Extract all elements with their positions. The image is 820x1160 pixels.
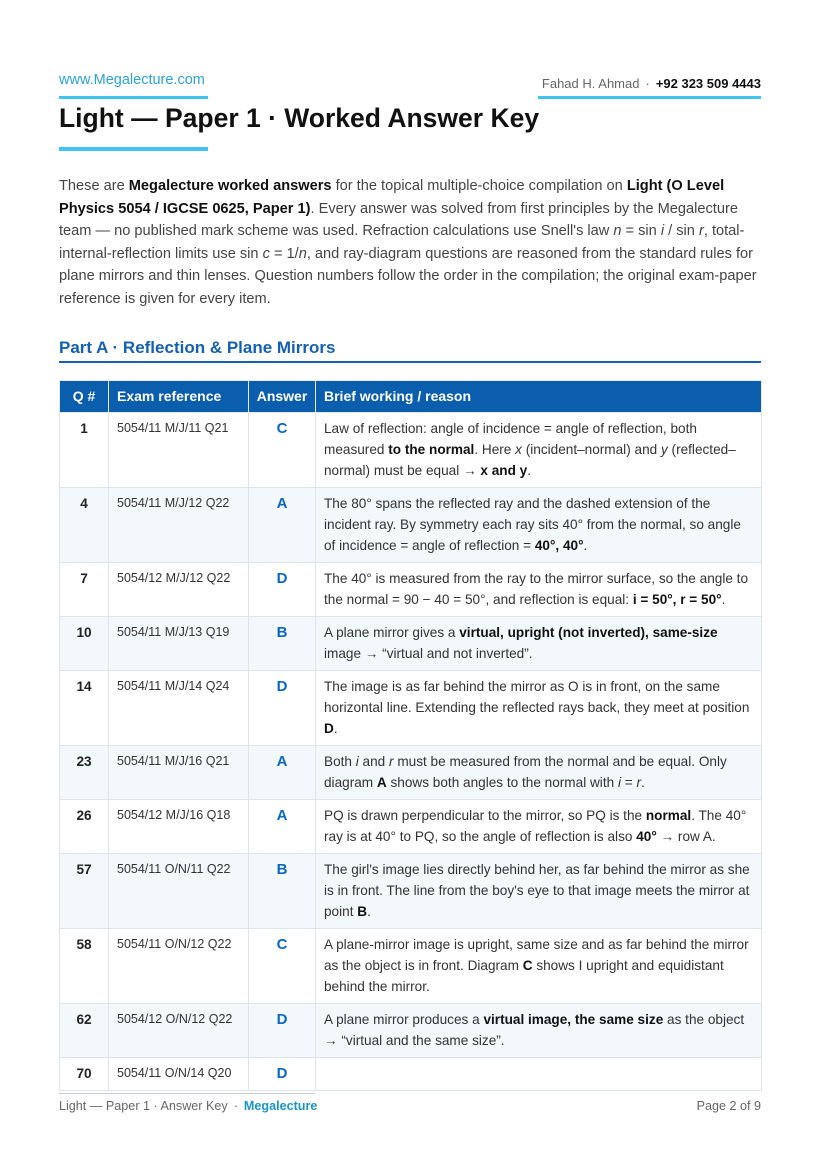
working-text: The 40° is measured from the ray to the mirror surface, so the angle to the normal = 90 − 40 = 50°, and reflection is equal:	[324, 571, 749, 607]
footer-separator: ·	[233, 1099, 238, 1113]
question-number: 10	[60, 617, 109, 671]
working-text: x	[515, 442, 522, 457]
working-text: x and y	[480, 463, 528, 478]
question-number: 62	[60, 1004, 109, 1058]
exam-reference: 5054/12 O/N/12 Q22	[109, 1004, 249, 1058]
exam-reference: 5054/11 O/N/11 Q22	[109, 854, 249, 929]
intro-text: for the topical multiple-choice compilation on	[331, 178, 627, 194]
intro-bold: Light (O Level Physics 5054 / IGCSE 0625, Paper 1)	[59, 178, 725, 217]
intro-text: / sin	[664, 223, 699, 240]
working-text: A plane-mirror image is upright, same size and as far behind the mirror as the object is in front. Diagram	[324, 937, 749, 973]
question-number: 4	[60, 488, 109, 563]
working-text: Law of reflection: angle of incidence = angle of reflection, both measured	[324, 421, 697, 457]
answer-letter: C	[249, 413, 316, 488]
working-text: shows both angles to the normal with	[386, 775, 618, 790]
working-text: .	[583, 538, 588, 553]
table-row	[60, 1004, 762, 1058]
working-text: 40°	[636, 829, 657, 844]
answer-letter: D	[249, 563, 316, 617]
working-text: . Here	[474, 442, 516, 457]
question-number: 58	[60, 929, 109, 1004]
intro-text: . Every answer was solved from first principles by the Megalecture team — no published mark scheme was used. Refraction calculations use Snell's law	[59, 200, 738, 240]
table-header-row	[60, 381, 762, 413]
table-row	[60, 800, 762, 854]
site-link[interactable]: www.Megalecture.com	[59, 72, 205, 88]
answer-letter: A	[249, 488, 316, 563]
exam-reference: 5054/11 M/J/12 Q22	[109, 488, 249, 563]
working-text: virtual, upright (not inverted), same-size	[459, 625, 718, 640]
intro-italic: r	[698, 223, 704, 240]
answer-letter: B	[249, 854, 316, 929]
page-number: Page 2 of 9	[696, 1099, 761, 1113]
footer-brand[interactable]: Megalecture	[243, 1099, 318, 1113]
question-number: 70	[60, 1058, 109, 1091]
col-header-answer: Answer	[249, 381, 316, 413]
working-reason	[316, 671, 762, 746]
working-text: image → “virtual and not inverted”.	[324, 646, 533, 661]
working-reason	[316, 854, 762, 929]
working-text: B	[357, 904, 368, 919]
title-underline	[59, 147, 208, 151]
intro-italic: c	[262, 245, 270, 262]
working-text: The 80° spans the reflected ray and the dashed extension of the incident ray. By symmetry each ray sits 40° from the normal, so angle of incidence = angle of reflection =	[324, 496, 741, 553]
working-text: normal	[645, 808, 692, 823]
working-reason	[316, 488, 762, 563]
contact-underline	[538, 96, 761, 99]
intro-italic: n	[298, 245, 307, 262]
working-text: (reflected–normal) must be equal →	[324, 442, 736, 478]
working-reason	[316, 929, 762, 1004]
intro-bold: Megalecture worked answers	[128, 178, 332, 194]
working-text: virtual image, the same size	[483, 1012, 664, 1027]
working-reason	[316, 746, 762, 800]
working-text: i	[355, 754, 359, 769]
working-text: shows I upright and equidistant behind the mirror.	[324, 958, 724, 994]
exam-reference: 5054/11 O/N/12 Q22	[109, 929, 249, 1004]
exam-reference: 5054/11 M/J/14 Q24	[109, 671, 249, 746]
exam-reference: 5054/12 M/J/16 Q18	[109, 800, 249, 854]
working-text: A	[376, 775, 387, 790]
table-row	[60, 563, 762, 617]
author-name: Fahad H. Ahmad	[541, 76, 640, 91]
working-text: (incident–normal) and	[521, 442, 661, 457]
exam-reference: 5054/11 M/J/11 Q21	[109, 413, 249, 488]
working-text: A plane mirror produces a	[324, 1012, 484, 1027]
exam-reference: 5054/11 M/J/13 Q19	[109, 617, 249, 671]
working-text: D	[324, 721, 334, 736]
answer-letter: A	[249, 800, 316, 854]
working-text: .	[721, 592, 726, 607]
question-number: 7	[60, 563, 109, 617]
footer-rule	[59, 1093, 315, 1094]
footer-title: Light — Paper 1 · Answer Key	[59, 1099, 228, 1113]
footer-left	[59, 1099, 317, 1113]
working-reason	[316, 1058, 762, 1091]
col-header-question: Q #	[60, 381, 109, 413]
table-row	[60, 929, 762, 1004]
working-reason	[316, 800, 762, 854]
working-text: C	[522, 958, 533, 973]
contact-info	[542, 76, 761, 91]
working-text: .	[527, 463, 532, 478]
working-text: PQ is drawn perpendicular to the mirror, so PQ is the	[324, 808, 646, 823]
working-text: =	[620, 775, 637, 790]
question-number: 23	[60, 746, 109, 800]
intro-text: These are	[59, 178, 129, 194]
question-number: 26	[60, 800, 109, 854]
question-number: 57	[60, 854, 109, 929]
working-text: r	[636, 775, 642, 790]
working-text: Both	[324, 754, 356, 769]
page-title: Light — Paper 1 · Worked Answer Key	[59, 103, 540, 133]
answer-letter: A	[249, 746, 316, 800]
table-row	[60, 488, 762, 563]
phone-number: +92 323 509 4443	[655, 76, 761, 91]
answer-table	[59, 380, 762, 1091]
working-text: as the object → “virtual and the same size”.	[324, 1012, 745, 1048]
intro-text: , total-internal-reflection limits use sin	[59, 223, 745, 262]
working-text: and	[358, 754, 390, 769]
table-row	[60, 617, 762, 671]
section-rule	[59, 361, 761, 363]
exam-reference: 5054/11 M/J/16 Q21	[109, 746, 249, 800]
table-body	[60, 413, 762, 1091]
table-row	[60, 671, 762, 746]
working-text: .	[333, 721, 338, 736]
intro-italic: n	[613, 223, 622, 240]
working-text: → row A.	[656, 829, 716, 844]
col-header-reference: Exam reference	[109, 381, 249, 413]
table-row	[60, 854, 762, 929]
section-heading: Part A · Reflection & Plane Mirrors	[59, 338, 336, 357]
answer-letter: D	[249, 1058, 316, 1091]
answer-letter: B	[249, 617, 316, 671]
answer-letter: C	[249, 929, 316, 1004]
working-text: y	[660, 442, 668, 457]
table-row	[60, 746, 762, 800]
intro-italic: i	[660, 223, 665, 240]
table-row	[60, 1058, 762, 1091]
table-row	[60, 413, 762, 488]
working-text: to the normal	[388, 442, 475, 457]
contact-separator: ·	[645, 76, 650, 91]
working-text: .	[367, 904, 371, 919]
exam-reference: 5054/12 M/J/12 Q22	[109, 563, 249, 617]
intro-paragraph	[59, 175, 761, 311]
site-underline	[59, 96, 208, 99]
working-text: The image is as far behind the mirror as O is in front, on the same horizontal line. Extending the reflected rays back, they meet at position	[324, 679, 750, 715]
working-reason	[316, 617, 762, 671]
intro-text: , and ray-diagram questions are reasoned from the standard rules for plane mirrors and thin lenses. Question numbers follow the order in the compilation; the original exam-paper reference is given for every item.	[59, 245, 757, 307]
working-text: A plane mirror gives a	[324, 625, 460, 640]
answer-letter: D	[249, 1004, 316, 1058]
working-reason	[316, 563, 762, 617]
working-reason	[316, 1004, 762, 1058]
working-text: must be measured from the normal and be equal. Only diagram	[324, 754, 727, 790]
working-text: i	[617, 775, 621, 790]
col-header-working: Brief working / reason	[316, 381, 762, 413]
exam-reference: 5054/11 O/N/14 Q20	[109, 1058, 249, 1091]
working-text: The girl's image lies directly behind her, as far behind the mirror as she is in front. The line from the boy's eye to that image meets the mirror at point	[324, 862, 750, 919]
working-text: .	[641, 775, 645, 790]
working-text: r	[389, 754, 394, 769]
working-text: . The 40° ray is at 40° to PQ, so the angle of reflection is also	[324, 808, 747, 844]
question-number: 1	[60, 413, 109, 488]
intro-text: = sin	[621, 223, 661, 240]
answer-letter: D	[249, 671, 316, 746]
question-number: 14	[60, 671, 109, 746]
working-text: 40°, 40°	[534, 538, 584, 553]
working-reason	[316, 413, 762, 488]
intro-text: = 1/	[269, 245, 299, 262]
working-text: i = 50°, r = 50°	[632, 592, 722, 607]
